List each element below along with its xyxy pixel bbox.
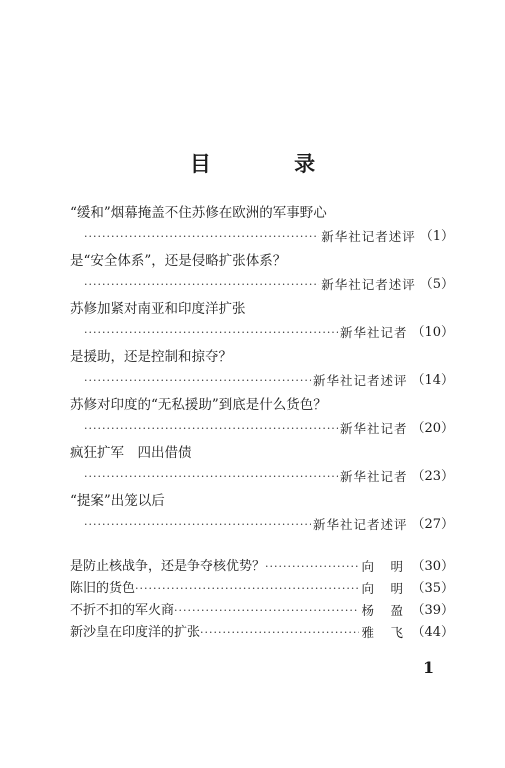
- toc-entry: [70, 578, 454, 600]
- entry-title: “提案”出笼以后: [70, 493, 165, 509]
- entry-page: （30）: [411, 559, 454, 574]
- dot-leader: [84, 513, 311, 537]
- dot-leader: [84, 465, 338, 489]
- toc-entry: [70, 600, 454, 622]
- entry-author: 新华社记者述评: [321, 229, 416, 244]
- entry-title: 疯狂扩军 四出借债: [70, 445, 192, 461]
- dot-leader: [84, 273, 319, 297]
- entry-source-line: [70, 273, 454, 297]
- entry-title: 苏修对印度的“无私援助”到底是什么货色？: [70, 397, 327, 413]
- entry-source-line: [70, 417, 454, 441]
- entry-author: 向 明: [361, 581, 405, 596]
- toc-entry: [70, 201, 454, 249]
- page-title: 目 录: [189, 152, 354, 176]
- entry-author: 新华社记者: [339, 469, 408, 484]
- entry-title: 新沙皇在印度洋的扩张: [70, 625, 201, 640]
- dot-leader: [265, 556, 359, 578]
- entry-title: 是防止核战争，还是争夺核优势？: [70, 559, 266, 574]
- entry-page: （27）: [411, 517, 454, 532]
- entry-source-line: [70, 513, 454, 537]
- entry-source-line: [70, 225, 454, 249]
- entry-author: 新华社记者述评: [312, 373, 408, 388]
- entry-page: （10）: [411, 325, 454, 340]
- entry-page: （35）: [411, 581, 454, 596]
- dot-leader: [84, 225, 319, 249]
- dot-leader: [84, 321, 338, 345]
- entry-title: 是援助，还是控制和掠夺？: [70, 349, 232, 365]
- dot-leader: [84, 417, 338, 441]
- dot-leader: [200, 622, 359, 644]
- entry-page: （14）: [411, 373, 454, 388]
- entry-page: （44）: [411, 625, 454, 640]
- toc-entry: [70, 249, 454, 297]
- entry-page: （20）: [411, 421, 454, 436]
- toc-entry: [70, 297, 454, 345]
- entry-author: 新华社记者: [339, 421, 408, 436]
- entry-author: 新华社记者述评: [312, 517, 408, 532]
- page-number: 1: [423, 658, 435, 677]
- dot-leader: [174, 600, 359, 622]
- toc-entry: [70, 345, 454, 393]
- entry-source-line: [70, 321, 454, 345]
- entry-title: “缓和”烟幕掩盖不住苏修在欧洲的军事野心: [70, 205, 327, 221]
- dot-leader: [84, 369, 311, 393]
- entry-author: 杨 盈: [361, 603, 405, 618]
- entry-title: 不折不扣的军火商: [70, 603, 175, 618]
- entry-source-line: [70, 369, 454, 393]
- entry-author: 新华社记者: [339, 325, 408, 340]
- entry-author: 雅 飞: [361, 625, 405, 640]
- toc-entry: [70, 622, 454, 644]
- entry-page: （1）: [419, 229, 454, 244]
- entry-title: 是“安全体系”，还是侵略扩张体系？: [70, 253, 287, 269]
- entry-page: （23）: [411, 469, 454, 484]
- entry-page: （5）: [419, 277, 454, 292]
- toc-entry: [70, 393, 454, 441]
- toc-entry: [70, 441, 454, 489]
- entry-author: 向 明: [361, 559, 405, 574]
- toc-section-b: [70, 556, 454, 644]
- toc-entry: [70, 556, 454, 578]
- entry-author: 新华社记者述评: [321, 277, 416, 292]
- entry-title: 苏修加紧对南亚和印度洋扩张: [70, 301, 246, 317]
- entry-source-line: [70, 465, 454, 489]
- entry-page: （39）: [411, 603, 454, 618]
- toc-entry: [70, 489, 454, 537]
- toc-section-a: [70, 201, 454, 537]
- dot-leader: [135, 578, 359, 600]
- entry-title: 陈旧的货色: [70, 581, 136, 596]
